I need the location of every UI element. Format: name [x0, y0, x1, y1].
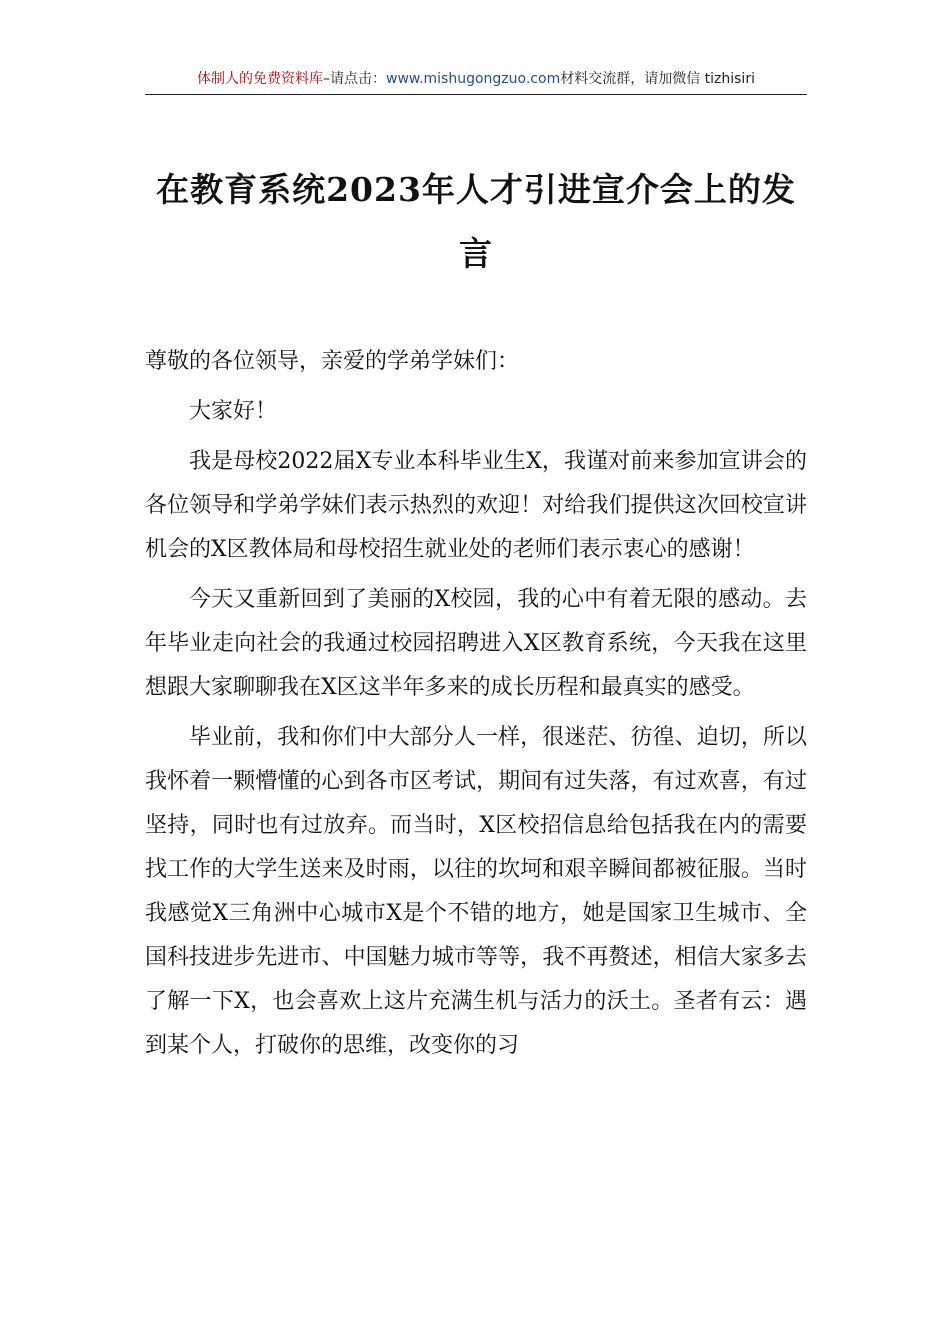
header-prompt: –请点击：	[323, 71, 387, 87]
salutation: 尊敬的各位领导，亲爱的学弟学妹们：	[145, 349, 520, 374]
paragraph-before-graduation: 毕业前，我和你们中大部分人一样，很迷茫、彷徨、迫切，所以我怀着一颗懵懂的心到各市区考试，期间有过失落，有过欢喜，有过坚持，同时也有过放弃。而当时，X区校招信息给包括我在内的需要找工作的大学生送来及时雨，以往的坎坷和艰辛瞬间都被征服。当时我感觉X三角洲中心城市X是个不错的地方，她是国家卫生城市、全国科技进步先进市、中国魅力城市等等，我不再赘述，相信大家多去了解一下X，也会喜欢上这片充满生机与活力的沃土。圣者有云：遇到某个人，打破你的思维，改变你的习	[145, 725, 807, 1058]
header-link[interactable]: www.mishugongzuo.com	[386, 71, 561, 87]
page-header	[145, 66, 807, 95]
document-body	[145, 340, 807, 1074]
paragraph-return-to-campus: 今天又重新回到了美丽的X校园，我的心中有着无限的感动。去年毕业走向社会的我通过校园招聘进入X区教育系统，今天我在这里想跟大家聊聊我在X区这半年多来的成长历程和最真实的感受。	[145, 587, 807, 700]
header-contact: 材料交流群，请加微信 tizhisiri	[560, 71, 755, 87]
paragraph-greeting: 大家好！	[189, 399, 278, 424]
document-title: 在教育系统2023年人才引进宣介会上的发言	[156, 170, 796, 273]
header-brand: 体制人的免费资料库	[197, 71, 324, 87]
paragraph-introduction: 我是母校2022届X专业本科毕业生X，我谨对前来参加宣讲会的各位领导和学弟学妹们表示热烈的欢迎！对给我们提供这次回校宣讲机会的X区教体局和母校招生就业处的老师们表示衷心的感谢！	[145, 449, 807, 562]
